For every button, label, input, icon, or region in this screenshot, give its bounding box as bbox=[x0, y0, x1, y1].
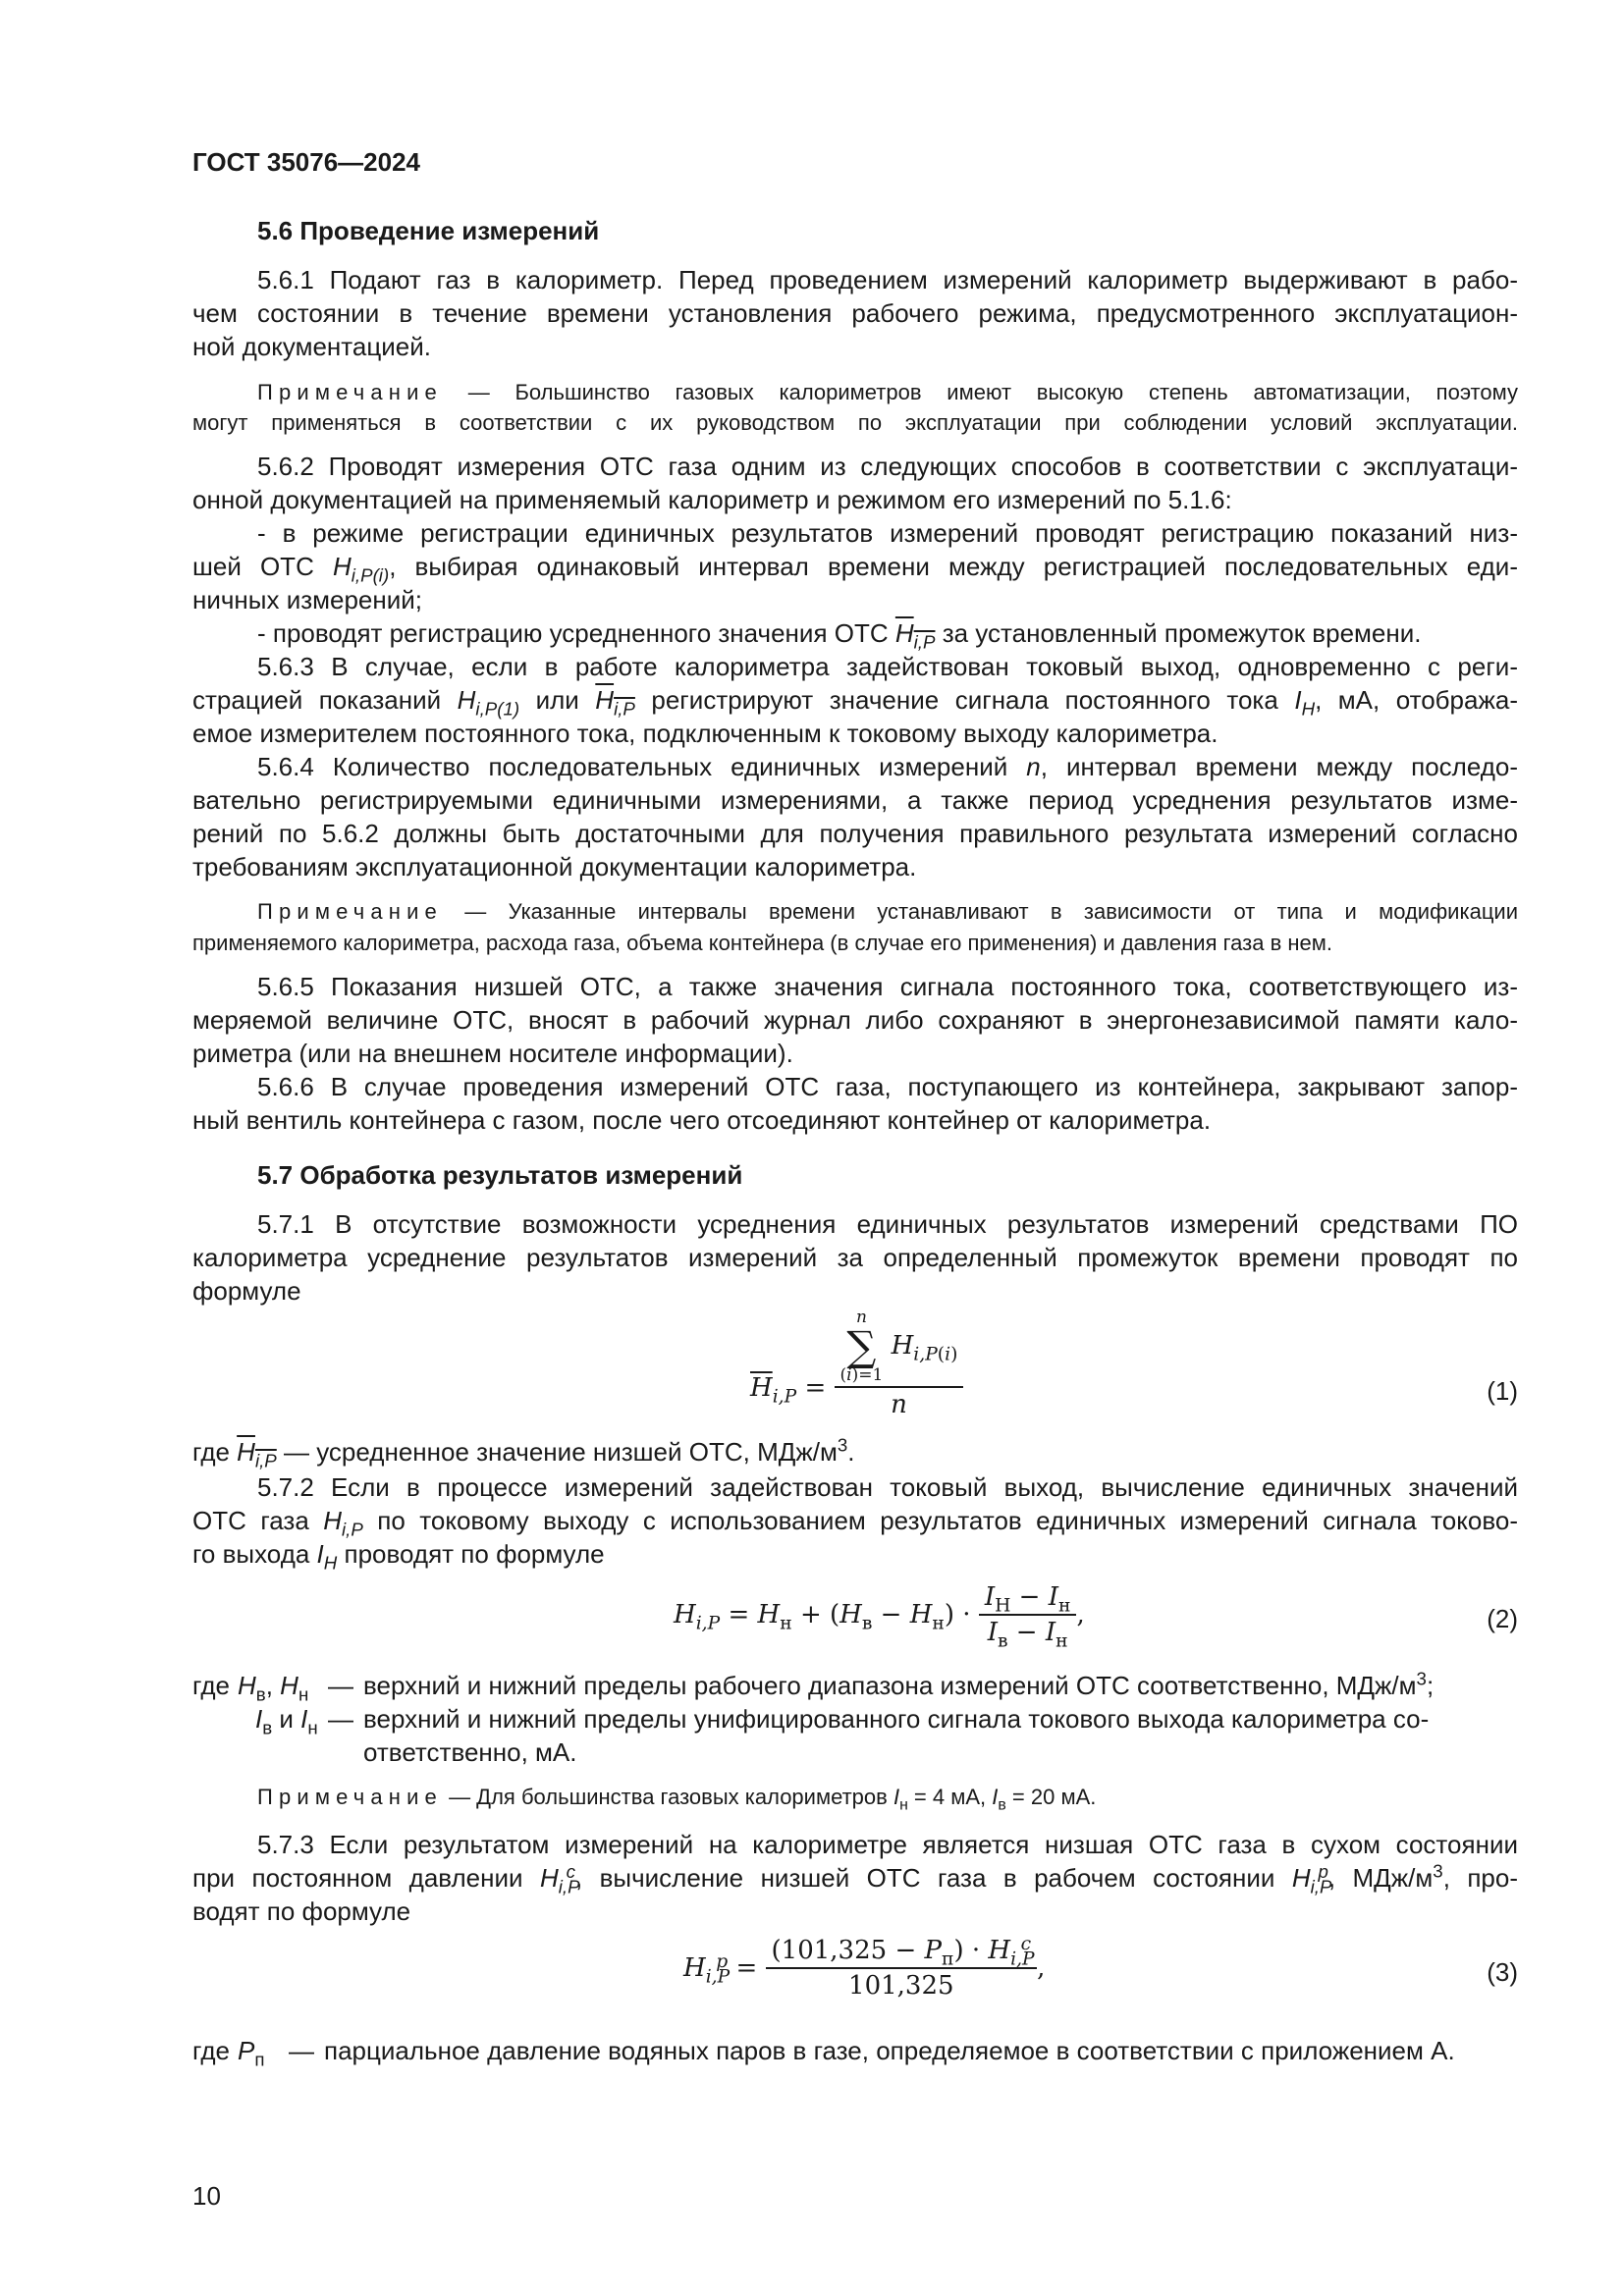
paragraph-line: ничных измерений; bbox=[192, 585, 423, 614]
note-line: Примечание — Для большинства газовых калориметров $I_н = 4$ мА, $I_в = 20$ мА. bbox=[257, 1785, 1097, 1814]
where-line: где $H_{i,P}$ — усредненное значение низшей ОТС, МДж/$м^3$. bbox=[192, 1434, 855, 1471]
where-term: $H_в$, $H_н$ bbox=[238, 1671, 309, 1705]
formula-3: $H_{i,P}^p$ = $\frac{(101,325 - P_п) \cdot H_{i,P}^c}{101,325}$ , (3) bbox=[683, 1933, 1518, 2001]
equation-number: (2) bbox=[1487, 1604, 1518, 1633]
where-definition: верхний и нижний пределы унифицированного сигнала токового выхода калориметра со- bbox=[363, 1704, 1430, 1734]
note-label: Примечание bbox=[257, 380, 443, 404]
paragraph-line: шей ОТС $H_{i,P(i)}$, выбирая одинаковый интервал времени между регистрацией последовательных еди- bbox=[192, 552, 1518, 586]
paragraph-line: - в режиме регистрации единичных результатов измерений проводят регистрацию показаний низ- bbox=[257, 518, 1518, 548]
symbol-h-ip-i: $H_{i,P(i)}$ bbox=[332, 552, 390, 586]
paragraph-line: 5.6.1 Подают газ в калориметр. Перед проведением измерений калориметр выдерживают в рабо- bbox=[257, 265, 1518, 294]
document-header: ГОСТ 35076—2024 bbox=[192, 147, 420, 177]
formula-3-denominator: 101,325 bbox=[848, 1971, 954, 2001]
document-page: ГОСТ 35076—2024 5.6 Проведение измерений 5.6.1 Подают газ в калориметр. Перед проведением измерений калориметр выдерживают в рабо- чем состоянии в течение времени установления рабочего режима, предусмотренного эксплуатацион- ной документацией. Примечание — Большинство газовых калориметров имеют высокую степень автоматизации, поэтому могут применяться в соответствии с их руководством по эксплуатации при соблюдении условий эксплуатации. 5.6.2 Проводят измерения ОТС газа одним из следующих способов в соответствии с эксплуатаци- онной документацией на применяемый калориметр и режимом его измерений по 5.1.6: - в режиме регистрации единичных результатов измерений проводят регистрацию показаний низ- шей ОТС $H_{i,P(i)}$, выбирая одинаковый интервал времени между регистрацией последовательных еди- ничных измерений; - проводят регистрацию усредненного значения ОТС $H_{i,P}$ за установленный промежуток времени. 5.6.3 В случае, если в работе калориметра задействован токовый выход, одновременно с реги- страцией показаний $H_{i,P(1)}$ или $H_{i,P}$ регистрируют значение сигнала постоянного тока $I_H$, мА, отобража- емое измерителем постоянного тока, подключенным к токовому выходу калориметра. 5.6.4 Количество последовательных единичных измерений n, интервал времени между последо- вательно регистрируемыми единичными измерениями, а также период усреднения результатов изме- рений по 5.6.2 должны быть достаточными для получения правильного результата измерений согласно требованиям эксплуатационной документации калориметра. Примечание — Указанные интервалы времени устанавливают в зависимости от типа и модификации применяемого калориметра, расхода газа, объема контейнера (в случае его применения) и давления газа в нем. 5.6.5 Показания низшей ОТС, а также значения сигнала постоянного тока, соответствующего из- меряемой величине ОТС, вносят в рабочий журнал либо сохраняют в энергонезависимой памяти кало- риметра (или на внешнем носителе информации). 5.6.6 В случае проведения измерений ОТС газа, поступающего из контейнера, закрывают запор- ный вентиль контейнера с газом, после чего отсоединяют контейнер от калориметра. 5.7 Обработка результатов измерений 5.7.1 В отсутствие возможности усреднения единичных результатов измерений средствами ПО калориметра усреднение результатов измерений за определенный промежуток времени проводят по формуле $\overline{H}_{i,P}$ = n ∑ (i)=1 $H_{i,P(i)}$ n (1) где $H_{i,P}$ — усредненное значение низшей ОТС, МДж/$м^3$. 5.7.2 Если в процессе измерений задействован токовый выход, вычисление единичных значений ОТС газа $H_{i,P}$ по токовому выходу с использованием результатов единичных измерений сигнала токово- го выхода $I_H$ проводят по формуле $H_{i,P} = H_н + (H_в - H_н)$ · $\frac{I_H - I_н}{I_в - I_н}$ , (2) где $H_в$, $H_н$ — верхний и нижний пределы рабочего диапазона измерений ОТС соответственно, МДж/$м^3$; $I_в$ и $I_н$ — верхний и нижний пределы унифицированного сигнала токового выхода калориметра со- ответственно, мА. Примечание — Для большинства газовых калориметров $I_н = 4$ мА, $I_в = 20$ мА. 5.7.3 Если результатом измерений на калориметре является низшая ОТС газа в сухом состоянии при постоянном давлении $H_{i,P}^c$, вычисление низшей ОТС газа в рабочем состоянии $H_{i,P}^p$, МДж/$м^3$, про- водят по формуле $H_{i,P}^p$ = $\frac{(101,325 - P_п) \cdot H_{i,P}^c}{101,325}$ , (3) где $P_п$ — парциальное давление водяных паров в газе, определяемое в соответствии с приложением А. 10 bbox=[0, 0, 1624, 2296]
where-label: где bbox=[192, 2036, 230, 2065]
section-heading-5-6: 5.6 Проведение измерений bbox=[257, 216, 600, 245]
paragraph-line: меряемой величине ОТС, вносят в рабочий журнал либо сохраняют в энергонезависимой памяти кало- bbox=[192, 1005, 1518, 1035]
paragraph-line: 5.7.1 В отсутствие возможности усреднения единичных результатов измерений средствами ПО bbox=[257, 1209, 1518, 1239]
paragraph-line: 5.6.3 В случае, если в работе калориметра задействован токовый выход, одновременно с реги- bbox=[257, 652, 1518, 681]
paragraph-line: ной документацией. bbox=[192, 332, 431, 361]
formula-1: $\overline{H}_{i,P}$ = n ∑ (i)=1 $H_{i,P(i)}$ n (1) bbox=[750, 1308, 1518, 1419]
paragraph-line: 5.6.5 Показания низшей ОТС, а также значения сигнала постоянного тока, соответствующего из- bbox=[257, 972, 1518, 1001]
section-heading-5-7: 5.7 Обработка результатов измерений bbox=[257, 1160, 743, 1190]
note-label: Примечание bbox=[257, 899, 443, 924]
symbol-h-mean: $H_{i,P}$ bbox=[894, 618, 936, 653]
paragraph-line: ный вентиль контейнера с газом, после чего отсоединяют контейнер от калориметра. bbox=[192, 1105, 1212, 1135]
where-term: $P_п$ bbox=[238, 2036, 265, 2070]
paragraph-line: водят по формуле bbox=[192, 1896, 411, 1926]
paragraph-line: ОТС газа $H_{i,P}$ по токовому выходу с использованием результатов единичных измерений сигнала токово- bbox=[192, 1506, 1518, 1540]
where-term: $I_в$ и $I_н$ bbox=[255, 1704, 318, 1738]
note-line: применяемого калориметра, расхода газа, объема контейнера (в случае его применения) и давления газа в нем. bbox=[192, 931, 1332, 955]
paragraph-line: 5.6.6 В случае проведения измерений ОТС газа, поступающего из контейнера, закрывают запор- bbox=[257, 1072, 1518, 1101]
paragraph-line: го выхода $I_H$ проводят по формуле bbox=[192, 1539, 605, 1574]
paragraph-line: рений по 5.6.2 должны быть достаточными для получения правильного результата измерений согласно bbox=[192, 819, 1518, 848]
where-definition: парциальное давление водяных паров в газе, определяемое в соответствии с приложением А. bbox=[324, 2036, 1455, 2065]
note-line: Примечание — Указанные интервалы времени устанавливают в зависимости от типа и модификации bbox=[257, 899, 1518, 924]
where-label: где bbox=[192, 1671, 230, 1700]
where-definition: ответственно, мА. bbox=[363, 1737, 577, 1767]
paragraph-line: 5.7.3 Если результатом измерений на калориметре является низшая ОТС газа в сухом состоянии bbox=[257, 1830, 1518, 1859]
note-line: могут применяться в соответствии с их руководством по эксплуатации при соблюдении условий эксплуатации. bbox=[192, 410, 1518, 435]
paragraph-line: емое измерителем постоянного тока, подключенным к токовому выходу калориметра. bbox=[192, 719, 1218, 748]
equation-number: (1) bbox=[1487, 1376, 1518, 1406]
paragraph-line: калориметра усреднение результатов измерений за определенный промежуток времени проводят по bbox=[192, 1243, 1518, 1272]
paragraph-line: вательно регистрируемыми единичными измерениями, а также период усреднения результатов изме- bbox=[192, 785, 1518, 815]
paragraph-line: 5.6.2 Проводят измерения ОТС газа одним из следующих способов в соответствии с эксплуатаци- bbox=[257, 452, 1518, 481]
paragraph-line: страцией показаний $H_{i,P(1)}$ или $H_{i,P}$ регистрируют значение сигнала постоянного тока $I_H$, мА, отобража- bbox=[192, 685, 1518, 720]
formula-2: $H_{i,P} = H_н + (H_в - H_н)$ · $\frac{I_H - I_н}{I_в - I_н}$ , (2) bbox=[674, 1582, 1518, 1652]
note-line: Примечание — Большинство газовых калориметров имеют высокую степень автоматизации, поэтому bbox=[257, 380, 1518, 404]
equation-number: (3) bbox=[1487, 1957, 1518, 1987]
page-number: 10 bbox=[192, 2181, 221, 2211]
paragraph-line: требованиям эксплуатационной документации калориметра. bbox=[192, 852, 917, 881]
paragraph-line: 5.6.4 Количество последовательных единичных измерений n, интервал времени между последо- bbox=[257, 752, 1518, 781]
note-label: Примечание bbox=[257, 1785, 443, 1809]
paragraph-line: 5.7.2 Если в процессе измерений задействован токовый выход, вычисление единичных значений bbox=[257, 1472, 1518, 1502]
paragraph-line: риметра (или на внешнем носителе информации). bbox=[192, 1039, 793, 1068]
paragraph-line: онной документацией на применяемый калориметр и режимом его измерений по 5.1.6: bbox=[192, 485, 1232, 514]
where-definition: верхний и нижний пределы рабочего диапазона измерений ОТС соответственно, МДж/$м^3$; bbox=[363, 1668, 1435, 1700]
paragraph-line: формуле bbox=[192, 1276, 301, 1306]
paragraph-line: при постоянном давлении $H_{i,P}^c$, вычисление низшей ОТС газа в рабочем состоянии $H_{i,P}^p$, МДж/$м^3$, про- bbox=[192, 1860, 1518, 1897]
paragraph-line: - проводят регистрацию усредненного значения ОТС $H_{i,P}$ за установленный промежуток времени. bbox=[257, 618, 1422, 653]
paragraph-line: чем состоянии в течение времени установления рабочего режима, предусмотренного эксплуатацион- bbox=[192, 298, 1518, 328]
